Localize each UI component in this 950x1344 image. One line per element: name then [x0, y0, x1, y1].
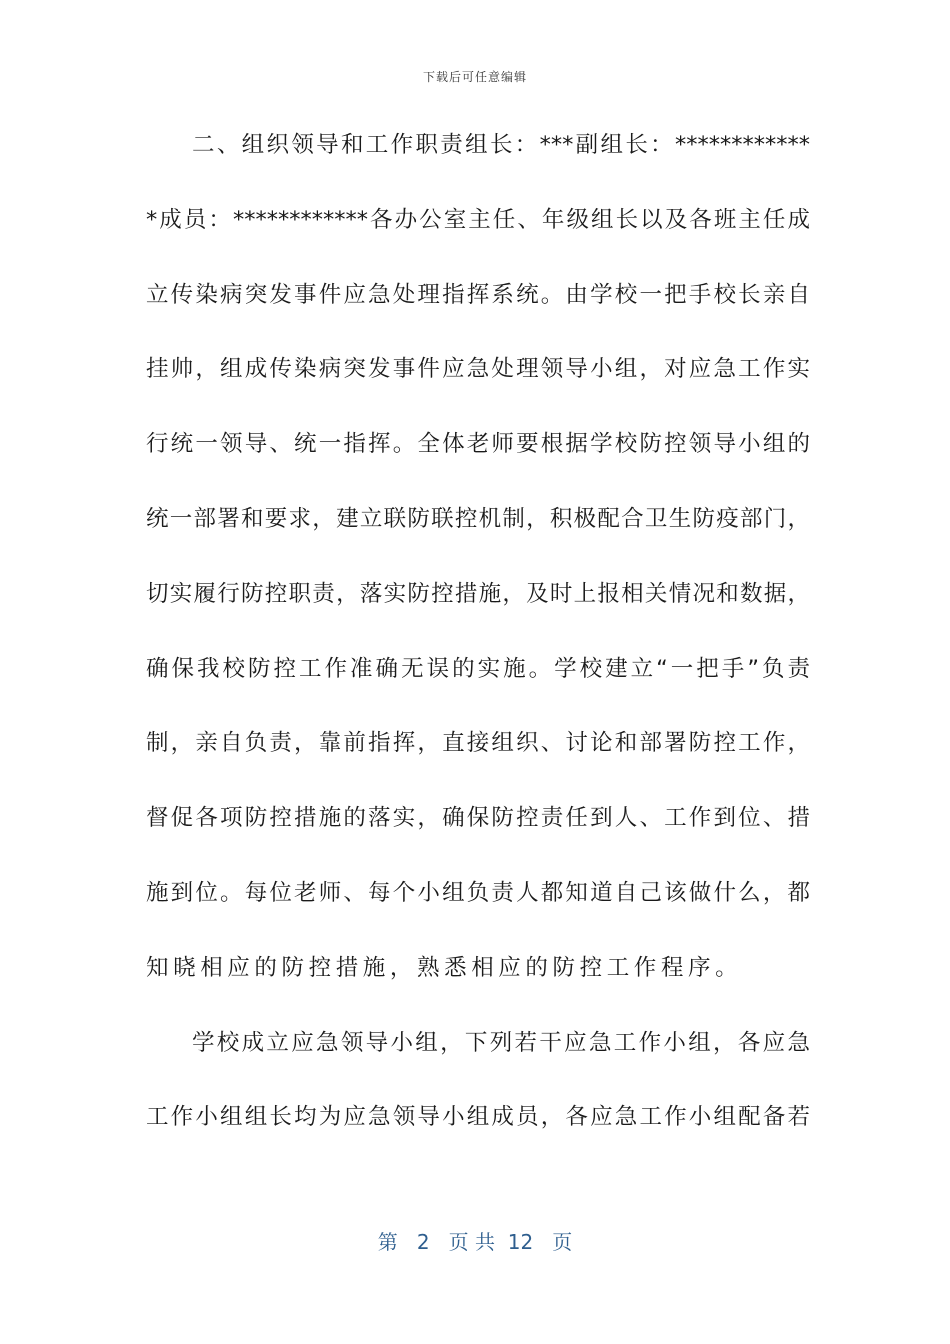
paragraph-line: 施到位。每位老师、每个小组负责人都知道自己该做什么，都 [146, 879, 810, 906]
paragraph-line: 行统一领导、统一指挥。全体老师要根据学校防控领导小组的 [146, 431, 810, 458]
paragraph-line: 二、组织领导和工作职责组长：***副组长：************ [192, 132, 810, 158]
page-footer [0, 1226, 950, 1255]
paragraph-line: 挂帅，组成传染病突发事件应急处理领导小组，对应急工作实 [146, 356, 810, 383]
footer-total-pages: 12 [507, 1230, 534, 1254]
paragraph-line: 工作小组组长均为应急领导小组成员，各应急工作小组配备若 [146, 1104, 810, 1131]
footer-current-page: 2 [416, 1230, 430, 1254]
body-text [146, 108, 810, 1155]
footer-middle: 页 共 [448, 1230, 495, 1254]
paragraph-line: 知晓相应的防控措施，熟悉相应的防控工作程序。 [146, 954, 743, 981]
paragraph-line: 制，亲自负责，靠前指挥，直接组织、讨论和部署防控工作， [146, 730, 810, 757]
page-header: 下载后可任意编辑 [422, 70, 527, 84]
footer-prefix: 第 [377, 1230, 398, 1254]
paragraph-line: 学校成立应急领导小组，下列若干应急工作小组，各应急 [192, 1029, 810, 1056]
paragraph-line: 确保我校防控工作准确无误的实施。学校建立“一把手”负责 [146, 655, 810, 682]
paragraph-line: 切实履行防控职责，落实防控措施，及时上报相关情况和数据， [146, 580, 810, 607]
footer-suffix: 页 [552, 1230, 573, 1254]
paragraph-line: 立传染病突发事件应急处理指挥系统。由学校一把手校长亲自 [146, 281, 810, 308]
paragraph-line: 统一部署和要求，建立联防联控机制，积极配合卫生防疫部门， [146, 505, 810, 532]
paragraph-line: 督促各项防控措施的落实，确保防控责任到人、工作到位、措 [146, 805, 810, 832]
paragraph-line: *成员：************各办公室主任、年级组长以及各班主任成 [146, 206, 810, 233]
